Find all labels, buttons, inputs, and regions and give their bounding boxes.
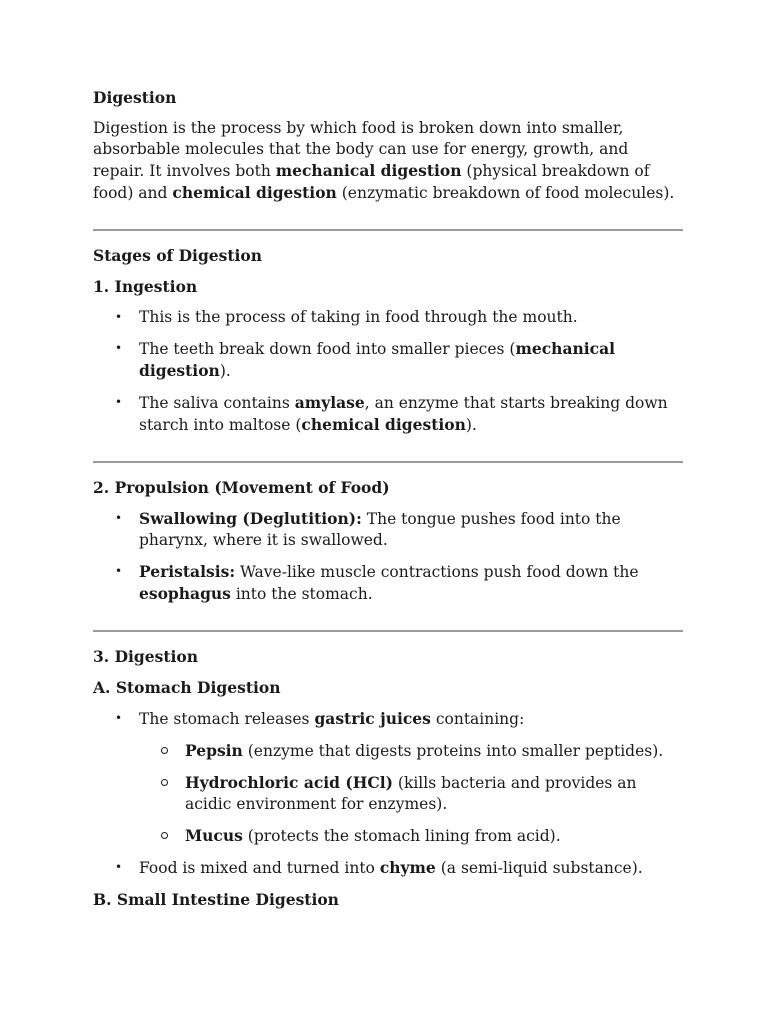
digestion-heading: 3. Digestion — [93, 647, 198, 666]
intro-text-1: Digestion is the process by which food is broken down into smaller, absorbable molecules that the body can use for energy, growth, and repair. It involves both — [93, 119, 629, 180]
propulsion-list — [93, 508, 683, 605]
propulsion-item-2-text-1: Wave-like muscle contractions push food down the — [235, 563, 639, 581]
list-item — [139, 772, 683, 815]
ingestion-item-3-text-2: , an enzyme that starts breaking down starch into maltose ( — [139, 394, 668, 434]
pepsin-text: (enzyme that digests proteins into smaller peptides). — [242, 742, 664, 760]
list-item — [93, 857, 683, 879]
stomach-item-2-text-2: (a semi-liquid substance). — [435, 859, 643, 877]
gastric-juices-list — [139, 740, 683, 847]
stages-heading: Stages of Digestion — [93, 246, 263, 265]
pepsin-bold: Pepsin — [185, 741, 243, 760]
divider-2 — [93, 461, 683, 463]
intro-text-2: (physical breakdown of food) and — [93, 162, 650, 202]
propulsion-heading: 2. Propulsion (Movement of Food) — [93, 478, 390, 497]
ingestion-item-3-text-3: ). — [465, 416, 477, 434]
bullet-icon: • — [115, 310, 123, 324]
list-item — [139, 825, 683, 847]
intro-bold-2: chemical digestion — [172, 183, 337, 202]
small-intestine-heading: B. Small Intestine Digestion — [93, 890, 339, 909]
mucus-bold: Mucus — [185, 826, 243, 845]
intro-bold-1: mechanical digestion — [275, 161, 462, 180]
propulsion-item-1-text: The tongue pushes food into the pharynx, where it is swallowed. — [139, 510, 621, 549]
list-item — [139, 740, 683, 762]
bullet-icon: • — [115, 711, 123, 725]
stomach-item-2-text-1: Food is mixed and turned into — [139, 859, 380, 877]
mucus-text: (protects the stomach lining from acid). — [242, 827, 561, 845]
propulsion-item-2-bold-2: esophagus — [139, 584, 231, 603]
list-item — [93, 307, 683, 328]
ingestion-heading: 1. Ingestion — [93, 277, 198, 296]
list-item — [93, 708, 683, 847]
page-title: Digestion — [93, 88, 177, 107]
ingestion-item-2-text: The teeth break down food into smaller pieces ( — [139, 340, 516, 358]
list-item — [93, 561, 683, 605]
ingestion-item-3-bold-2: chemical digestion — [301, 415, 466, 434]
ingestion-item-3-bold-1: amylase — [294, 393, 365, 412]
ingestion-item-1: This is the process of taking in food through the mouth. — [139, 308, 578, 326]
circle-bullet-icon — [161, 832, 168, 839]
ingestion-item-2-end: ). — [219, 362, 231, 380]
divider-1 — [93, 229, 683, 231]
bullet-icon: • — [115, 564, 123, 578]
stomach-item-2-bold: chyme — [379, 858, 436, 877]
intro-text-3: (enzymatic breakdown of food molecules). — [336, 184, 675, 202]
list-item — [93, 338, 683, 382]
ingestion-list — [93, 307, 683, 436]
list-item — [93, 508, 683, 551]
bullet-icon: • — [115, 860, 123, 874]
intro-paragraph — [93, 118, 683, 204]
circle-bullet-icon — [161, 779, 168, 786]
stomach-item-1-text-2: containing: — [430, 710, 525, 728]
bullet-icon: • — [115, 511, 123, 525]
propulsion-item-1-bold: Swallowing (Deglutition): — [139, 509, 362, 528]
bullet-icon: • — [115, 395, 123, 409]
stomach-list — [93, 708, 683, 879]
propulsion-item-2-bold-1: Peristalsis: — [139, 562, 236, 581]
ingestion-item-2-bold: mechanical digestion — [139, 339, 616, 380]
list-item — [93, 392, 683, 436]
stomach-item-1-bold: gastric juices — [314, 709, 431, 728]
bullet-icon: • — [115, 341, 123, 355]
stomach-digestion-heading: A. Stomach Digestion — [93, 678, 281, 697]
hcl-bold: Hydrochloric acid (HCl) — [185, 773, 393, 792]
circle-bullet-icon — [161, 747, 168, 754]
propulsion-item-2-text-2: into the stomach. — [230, 585, 373, 603]
ingestion-item-3-text-1: The saliva contains — [139, 394, 295, 412]
stomach-item-1-text-1: The stomach releases — [139, 710, 315, 728]
divider-3 — [93, 630, 683, 632]
document-content — [93, 87, 683, 910]
hcl-text: (kills bacteria and provides an acidic environment for enzymes). — [185, 774, 637, 813]
